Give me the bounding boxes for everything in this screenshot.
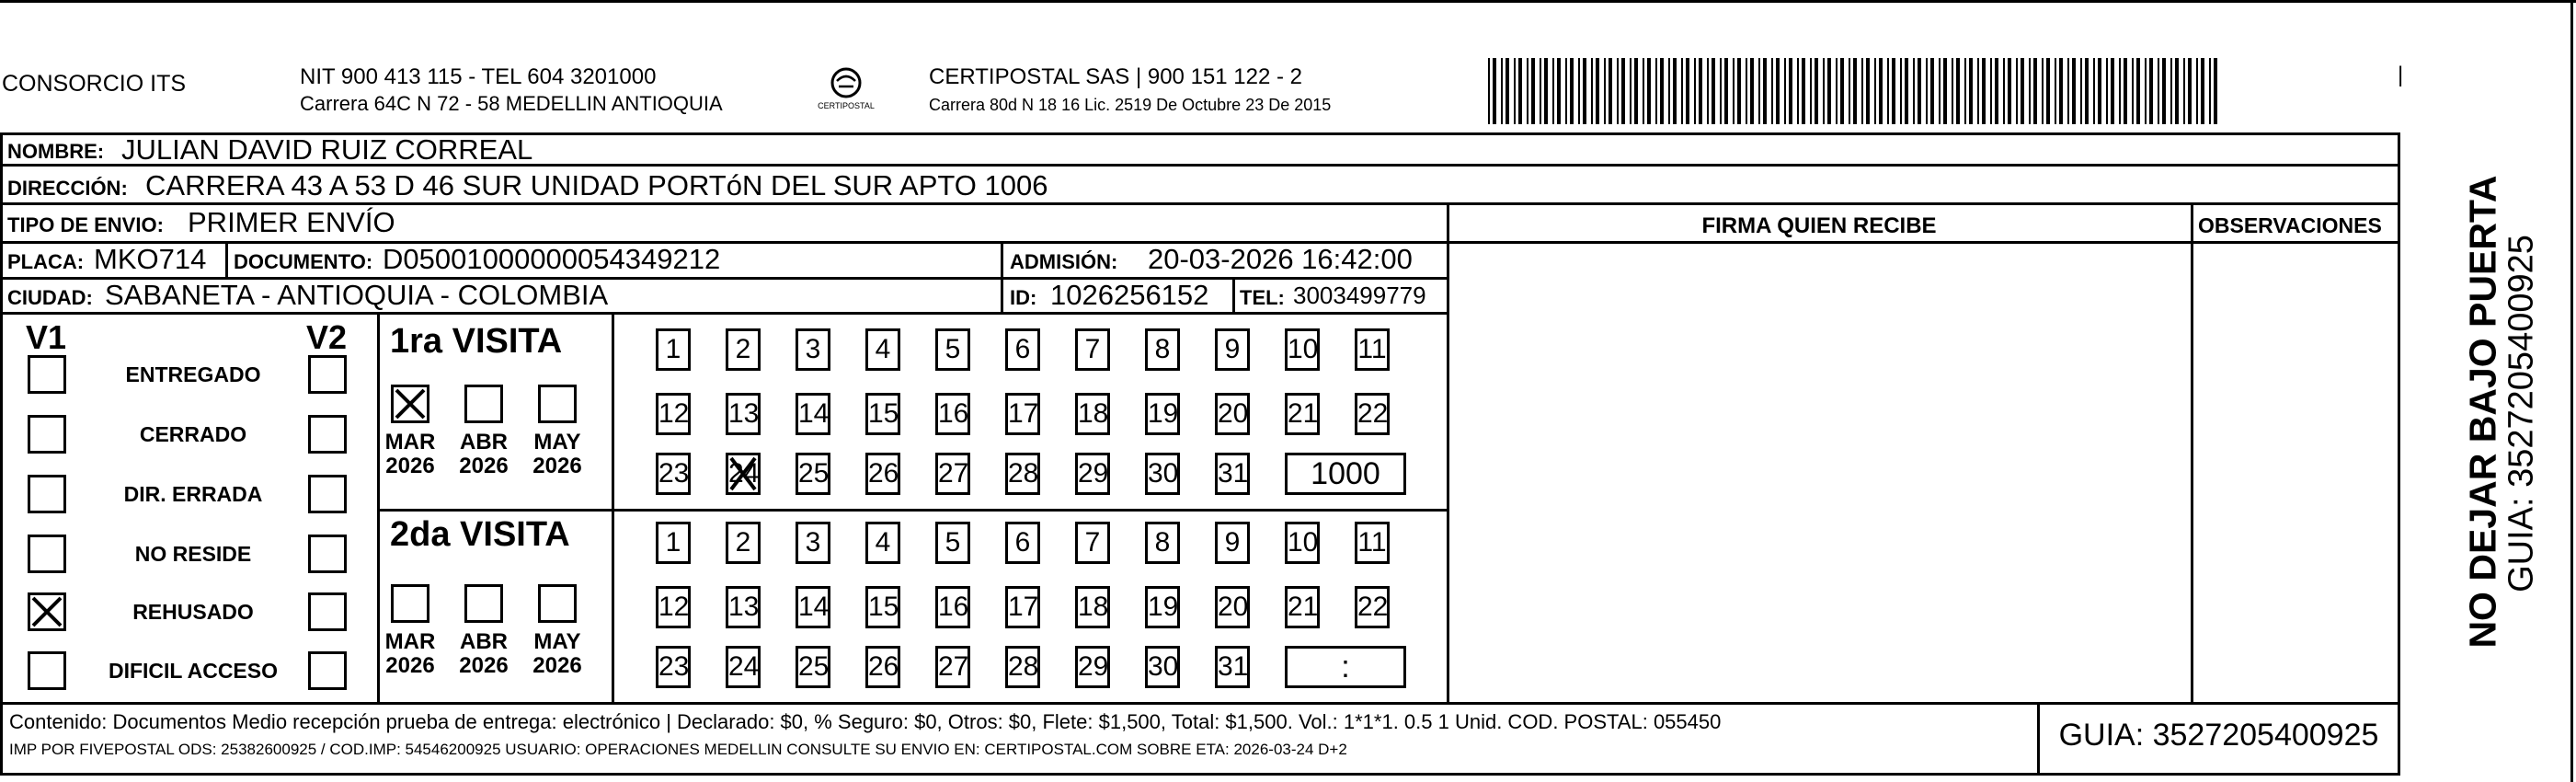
- status-label-4: NO RESIDE: [134, 542, 252, 566]
- second-day-15[interactable]: 15: [865, 586, 900, 628]
- barcode-bar: [1647, 58, 1651, 124]
- first-day-19[interactable]: 19: [1145, 393, 1180, 435]
- header-tick: |: [2398, 63, 2404, 87]
- first-day-27[interactable]: 27: [935, 453, 970, 495]
- tel-divider: [1232, 277, 1235, 315]
- first-day-6[interactable]: 6: [1005, 328, 1040, 371]
- barcode-bar: [1802, 58, 1805, 124]
- barcode-bar: [1518, 58, 1522, 124]
- barcode-bar: [1879, 58, 1883, 124]
- first-day-8[interactable]: 8: [1145, 328, 1180, 371]
- certipostal-logo: [809, 64, 883, 118]
- v2-checkbox-4[interactable]: [308, 535, 347, 573]
- barcode-bar: [2042, 58, 2044, 124]
- barcode-bar: [1552, 58, 1554, 124]
- barcode-bar: [1668, 58, 1670, 124]
- second-month-box-1[interactable]: [391, 584, 429, 623]
- first-day-21[interactable]: 21: [1285, 393, 1320, 435]
- barcode-bar: [2214, 58, 2217, 124]
- observaciones-label: OBSERVACIONES: [2198, 213, 2382, 237]
- nombre-value: JULIAN DAVID RUIZ CORREAL: [121, 133, 533, 166]
- barcode-bar: [1930, 58, 1934, 124]
- barcode-bar: [1887, 58, 1889, 124]
- first-month-box-2[interactable]: [464, 385, 503, 423]
- barcode-bar: [1609, 58, 1612, 124]
- side-guia: GUIA: 3527205400925: [2502, 235, 2541, 592]
- first-day-28[interactable]: 28: [1005, 453, 1040, 495]
- first-time-box[interactable]: 1000: [1285, 453, 1406, 495]
- barcode-bar: [1660, 58, 1664, 124]
- barcode-bar: [1733, 58, 1735, 124]
- barcode-bar: [2072, 58, 2076, 124]
- logo-text: CERTIPOSTAL: [818, 101, 875, 110]
- barcode-bar: [2106, 58, 2108, 124]
- barcode-bar: [1836, 58, 1838, 124]
- first-day-10[interactable]: 10: [1285, 328, 1320, 371]
- visit-divider: [377, 509, 1448, 512]
- second-day-7[interactable]: 7: [1075, 522, 1110, 564]
- second-day-29[interactable]: 29: [1075, 646, 1110, 688]
- second-day-13[interactable]: 13: [726, 586, 761, 628]
- barcode-bar: [1501, 58, 1503, 124]
- table-left-line: [0, 132, 3, 776]
- barcode: [1488, 58, 2220, 124]
- first-visit-title: 1ra VISITA: [390, 322, 563, 361]
- first-day-17[interactable]: 17: [1005, 393, 1040, 435]
- barcode-bar: [1634, 58, 1638, 124]
- barcode-bar: [1712, 58, 1715, 124]
- second-day-9[interactable]: 9: [1215, 522, 1250, 564]
- barcode-bar: [1527, 58, 1528, 124]
- v2-checkbox-3[interactable]: [308, 475, 347, 513]
- barcode-bar: [1784, 58, 1786, 124]
- second-day-21[interactable]: 21: [1285, 586, 1320, 628]
- admision-divider: [1001, 241, 1003, 315]
- barcode-bar: [1913, 58, 1915, 124]
- barcode-bar: [1506, 58, 1509, 124]
- barcode-bar: [2067, 58, 2069, 124]
- first-month-label-2: ABR 2026: [459, 430, 509, 478]
- v1-checkbox-6[interactable]: [28, 651, 66, 690]
- status-label-2: CERRADO: [139, 422, 247, 446]
- footer-guia-divider: [2037, 702, 2040, 776]
- barcode-bar: [2085, 58, 2089, 124]
- barcode-bar: [2183, 58, 2185, 124]
- barcode-bar: [1694, 58, 1696, 124]
- barcode-bar: [1621, 58, 1625, 124]
- id-label: ID:: [1010, 286, 1037, 309]
- barcode-bar: [1939, 58, 1941, 124]
- first-day-14[interactable]: 14: [796, 393, 830, 435]
- barcode-bar: [1905, 58, 1908, 124]
- first-day-31[interactable]: 31: [1215, 453, 1250, 495]
- second-day-4[interactable]: 4: [865, 522, 900, 564]
- barcode-bar: [2201, 58, 2204, 124]
- barcode-bar: [2080, 58, 2082, 124]
- first-day-15[interactable]: 15: [865, 393, 900, 435]
- barcode-bar: [1699, 58, 1702, 124]
- barcode-bar: [2059, 58, 2063, 124]
- second-day-28[interactable]: 28: [1005, 646, 1040, 688]
- first-day-4[interactable]: 4: [865, 328, 900, 371]
- barcode-bar: [1493, 58, 1496, 124]
- first-day-23[interactable]: 23: [656, 453, 691, 495]
- ciudad-label: CIUDAD:: [7, 286, 93, 309]
- admision-label: ADMISIÓN:: [1010, 250, 1118, 273]
- barcode-bar: [1737, 58, 1741, 124]
- barcode-bar: [1840, 58, 1844, 124]
- barcode-bar: [1557, 58, 1561, 124]
- admision-value: 20-03-2026 16:42:00: [1148, 243, 1413, 275]
- v1-label: V1: [26, 318, 67, 356]
- barcode-bar: [2098, 58, 2101, 124]
- barcode-bar: [1982, 58, 1986, 124]
- barcode-bar: [2021, 58, 2024, 124]
- first-day-12[interactable]: 12: [656, 393, 691, 435]
- barcode-bar: [1797, 58, 1799, 124]
- second-day-14[interactable]: 14: [796, 586, 830, 628]
- v1-checkbox-5[interactable]: [28, 592, 66, 631]
- documento-label: DOCUMENTO:: [234, 250, 373, 273]
- second-day-1[interactable]: 1: [656, 522, 691, 564]
- tel-label: TEL:: [1240, 286, 1285, 309]
- second-day-22[interactable]: 22: [1355, 586, 1390, 628]
- second-month-label-3: MAY 2026: [532, 629, 582, 678]
- barcode-bar: [2124, 58, 2127, 124]
- nombre-label: NOMBRE:: [7, 140, 105, 163]
- first-day-9[interactable]: 9: [1215, 328, 1250, 371]
- barcode-bar: [1995, 58, 1998, 124]
- barcode-bar: [1583, 58, 1586, 124]
- barcode-bar: [1977, 58, 1979, 124]
- first-month-label-1: MAR 2026: [384, 430, 436, 478]
- second-day-23[interactable]: 23: [656, 646, 691, 688]
- first-month-box-1[interactable]: [391, 385, 429, 423]
- first-day-29[interactable]: 29: [1075, 453, 1110, 495]
- firma-left-line: [1447, 202, 1449, 705]
- second-day-19[interactable]: 19: [1145, 586, 1180, 628]
- second-day-8[interactable]: 8: [1145, 522, 1180, 564]
- second-day-5[interactable]: 5: [935, 522, 970, 564]
- second-day-20[interactable]: 20: [1215, 586, 1250, 628]
- barcode-bar: [1630, 58, 1631, 124]
- v2-checkbox-2[interactable]: [308, 415, 347, 454]
- second-month-box-2[interactable]: [464, 584, 503, 623]
- second-month-label-2: ABR 2026: [459, 629, 509, 678]
- status-label-5: REHUSADO: [132, 600, 254, 624]
- first-day-24[interactable]: 24: [726, 453, 761, 495]
- id-value: 1026256152: [1050, 279, 1209, 311]
- first-month-box-3[interactable]: [538, 385, 577, 423]
- barcode-bar: [1952, 58, 1953, 124]
- first-day-30[interactable]: 30: [1145, 453, 1180, 495]
- barcode-bar: [2209, 58, 2211, 124]
- barcode-bar: [1815, 58, 1818, 124]
- barcode-bar: [2158, 58, 2159, 124]
- barcode-bar: [1771, 58, 1773, 124]
- barcode-bar: [1964, 58, 1966, 124]
- second-day-24[interactable]: 24: [726, 646, 761, 688]
- barcode-bar: [1720, 58, 1722, 124]
- row-line-5: [0, 312, 1448, 315]
- barcode-bar: [2162, 58, 2166, 124]
- first-month-label-3: MAY 2026: [532, 430, 582, 478]
- barcode-bar: [1758, 58, 1760, 124]
- barcode-bar: [2170, 58, 2172, 124]
- placa-label: PLACA:: [7, 250, 85, 273]
- barcode-bar: [1827, 58, 1831, 124]
- barcode-bar: [2046, 58, 2050, 124]
- status-label-1: ENTREGADO: [125, 362, 261, 386]
- first-day-22[interactable]: 22: [1355, 393, 1390, 435]
- v2-checkbox-6[interactable]: [308, 651, 347, 690]
- barcode-bar: [1943, 58, 1947, 124]
- v1-checkbox-4[interactable]: [28, 535, 66, 573]
- barcode-bar: [1655, 58, 1657, 124]
- second-day-30[interactable]: 30: [1145, 646, 1180, 688]
- barcode-bar: [1578, 58, 1580, 124]
- row-line-2: [0, 202, 2400, 205]
- second-day-26[interactable]: 26: [865, 646, 900, 688]
- first-day-11[interactable]: 11: [1355, 328, 1390, 371]
- second-month-label-1: MAR 2026: [384, 629, 436, 678]
- placa-value: MKO714: [94, 243, 207, 275]
- barcode-bar: [1969, 58, 1973, 124]
- obs-left-line: [2191, 202, 2193, 705]
- v1-checkbox-2[interactable]: [28, 415, 66, 454]
- barcode-bar: [1874, 58, 1876, 124]
- status-label-6: DIFICIL ACCESO: [108, 659, 278, 683]
- first-day-25[interactable]: 25: [796, 453, 830, 495]
- v1-checkbox-3[interactable]: [28, 475, 66, 513]
- barcode-bar: [1681, 58, 1683, 124]
- firma-label: FIRMA QUIEN RECIBE: [1701, 213, 1937, 238]
- barcode-bar: [2008, 58, 2011, 124]
- status-label-3: DIR. ERRADA: [123, 482, 263, 506]
- barcode-bar: [1596, 58, 1599, 124]
- barcode-bar: [2196, 58, 2198, 124]
- barcode-bar: [1570, 58, 1574, 124]
- barcode-bar: [1918, 58, 1921, 124]
- v1-checkbox-1[interactable]: [28, 355, 66, 394]
- documento-value: D05001000000054349212: [383, 243, 721, 275]
- barcode-bar: [1900, 58, 1902, 124]
- second-day-27[interactable]: 27: [935, 646, 970, 688]
- second-day-11[interactable]: 11: [1355, 522, 1390, 564]
- second-day-6[interactable]: 6: [1005, 522, 1040, 564]
- second-day-10[interactable]: 10: [1285, 522, 1320, 564]
- barcode-bar: [1892, 58, 1895, 124]
- no-dejar-bajo-puerta: NO DEJAR BAJO PUERTA: [2461, 175, 2504, 649]
- first-day-18[interactable]: 18: [1075, 393, 1110, 435]
- first-day-20[interactable]: 20: [1215, 393, 1250, 435]
- first-day-26[interactable]: 26: [865, 453, 900, 495]
- nit-line: NIT 900 413 115 - TEL 604 3201000: [300, 64, 657, 89]
- barcode-bar: [1488, 58, 1490, 124]
- barcode-bar: [1926, 58, 1928, 124]
- barcode-bar: [2175, 58, 2179, 124]
- carrier-line: CERTIPOSTAL SAS | 900 151 122 - 2: [929, 64, 1302, 89]
- barcode-bar: [1531, 58, 1535, 124]
- barcode-bar: [1853, 58, 1857, 124]
- first-day-1[interactable]: 1: [656, 328, 691, 371]
- barcode-bar: [1604, 58, 1606, 124]
- second-month-box-3[interactable]: [538, 584, 577, 623]
- barcode-bar: [1724, 58, 1728, 124]
- barcode-bar: [1707, 58, 1709, 124]
- barcode-bar: [2188, 58, 2192, 124]
- company-name: CONSORCIO ITS: [2, 71, 187, 97]
- barcode-bar: [2145, 58, 2147, 124]
- second-day-12[interactable]: 12: [656, 586, 691, 628]
- barcode-bar: [2029, 58, 2031, 124]
- direccion-value: CARRERA 43 A 53 D 46 SUR UNIDAD PORTóN DEL SUR APTO 1006: [145, 169, 1048, 201]
- barcode-bar: [2136, 58, 2140, 124]
- barcode-bar: [2003, 58, 2005, 124]
- second-day-3[interactable]: 3: [796, 522, 830, 564]
- barcode-bar: [1823, 58, 1825, 124]
- barcode-bar: [1861, 58, 1863, 124]
- barcode-bar: [1540, 58, 1541, 124]
- tel-value: 3003499779: [1293, 282, 1426, 309]
- second-day-17[interactable]: 17: [1005, 586, 1040, 628]
- second-time-box[interactable]: :: [1285, 646, 1406, 688]
- barcode-bar: [2111, 58, 2114, 124]
- second-visit-title: 2da VISITA: [390, 515, 570, 554]
- barcode-bar: [1866, 58, 1870, 124]
- barcode-bar: [2055, 58, 2056, 124]
- barcode-bar: [2016, 58, 2018, 124]
- barcode-bar: [1810, 58, 1812, 124]
- table-bottom-line: [0, 773, 2400, 776]
- first-day-2[interactable]: 2: [726, 328, 761, 371]
- check-x-icon: [728, 455, 758, 492]
- side-vertical-text: [2400, 0, 2575, 782]
- barcode-bar: [2033, 58, 2037, 124]
- barcode-bar: [1591, 58, 1593, 124]
- first-day-13[interactable]: 13: [726, 393, 761, 435]
- second-day-31[interactable]: 31: [1215, 646, 1250, 688]
- top-border: [0, 0, 2576, 3]
- first-day-7[interactable]: 7: [1075, 328, 1110, 371]
- v2-checkbox-1[interactable]: [308, 355, 347, 394]
- first-day-5[interactable]: 5: [935, 328, 970, 371]
- placa-doc-divider: [225, 241, 228, 280]
- months-days-divider: [612, 312, 614, 705]
- barcode-bar: [1565, 58, 1567, 124]
- second-day-18[interactable]: 18: [1075, 586, 1110, 628]
- second-day-2[interactable]: 2: [726, 522, 761, 564]
- direccion-label: DIRECCIÓN:: [7, 177, 128, 200]
- tipo-envio-value: PRIMER ENVÍO: [188, 206, 395, 238]
- barcode-bar: [1686, 58, 1689, 124]
- barcode-bar: [1789, 58, 1792, 124]
- barcode-bar: [2119, 58, 2121, 124]
- company-address: Carrera 64C N 72 - 58 MEDELLIN ANTIOQUIA: [300, 92, 723, 115]
- barcode-bar: [1746, 58, 1747, 124]
- barcode-bar: [1956, 58, 1960, 124]
- barcode-bar: [1849, 58, 1850, 124]
- second-day-16[interactable]: 16: [935, 586, 970, 628]
- imp-text: IMP POR FIVEPOSTAL ODS: 25382600925 / COD.IMP: 54546200925 USUARIO: OPERACIONES MEDELLIN CONSULTE SU ENVIO EN: CERTIPOSTAL.COM SOBRE ETA: 2026-03-24 D+2: [9, 741, 1347, 758]
- v2-label: V2: [306, 318, 348, 356]
- ciudad-value: SABANETA - ANTIOQUIA - COLOMBIA: [105, 279, 609, 311]
- contenido-text: Contenido: Documentos Medio recepción prueba de entrega: electrónico | Declarado: $0, % Seguro: $0, Otros: $0, Flete: $1,500, Total: $1,500. Vol.: 1*1*1. 0.5 1 Unid. COD. POSTAL: 055450: [9, 710, 1722, 733]
- footer-guia: GUIA: 3527205400925: [2058, 718, 2379, 753]
- barcode-bar: [1990, 58, 1992, 124]
- barcode-bar: [2093, 58, 2095, 124]
- barcode-bar: [1763, 58, 1767, 124]
- v2-checkbox-5[interactable]: [308, 592, 347, 631]
- first-day-3[interactable]: 3: [796, 328, 830, 371]
- tipo-envio-label: TIPO DE ENVIO:: [7, 213, 164, 236]
- check-x-icon: [394, 387, 427, 420]
- footer-top-line: [0, 702, 2400, 705]
- barcode-bar: [1514, 58, 1516, 124]
- barcode-bar: [1643, 58, 1644, 124]
- barcode-bar: [1544, 58, 1548, 124]
- barcode-bar: [1750, 58, 1754, 124]
- first-day-16[interactable]: 16: [935, 393, 970, 435]
- barcode-bar: [1617, 58, 1619, 124]
- barcode-bar: [2149, 58, 2153, 124]
- barcode-bar: [2132, 58, 2134, 124]
- carrier-address: Carrera 80d N 18 16 Lic. 2519 De Octubre 23 De 2015: [929, 96, 1332, 114]
- check-x-icon: [30, 595, 63, 628]
- second-day-25[interactable]: 25: [796, 646, 830, 688]
- barcode-bar: [1673, 58, 1677, 124]
- barcode-bar: [1776, 58, 1780, 124]
